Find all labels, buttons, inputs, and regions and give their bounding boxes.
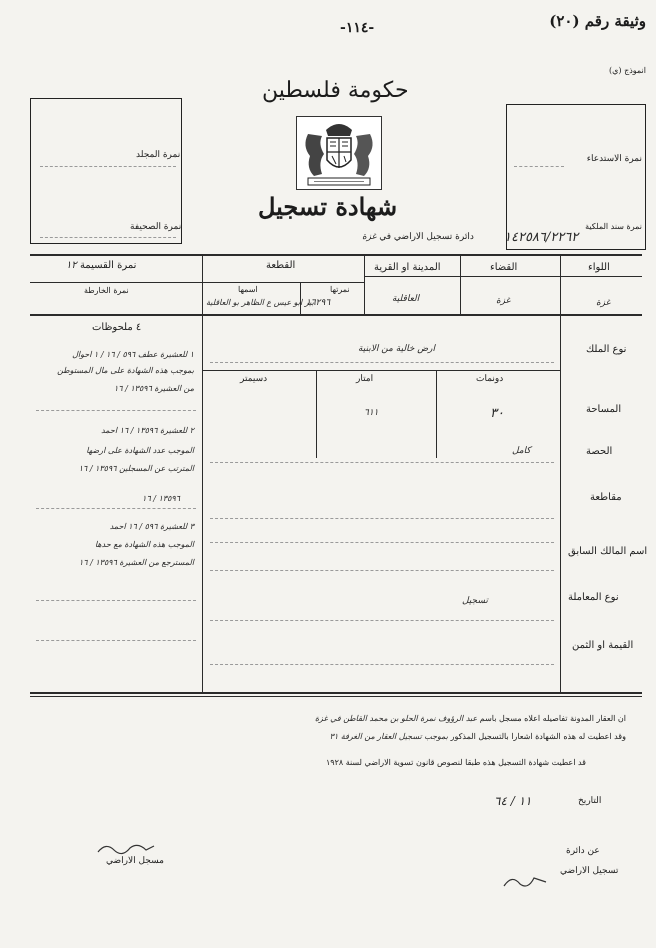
title-deed-value: ١٤٢٥٨٦/٢٢٦٢ xyxy=(504,230,579,245)
note-line: المترتب عن المسجلين ١٣٥٩٦ / ١٦ xyxy=(78,464,194,473)
government-title: حكومة فلسطين xyxy=(262,78,409,103)
parcel-header: القطعة xyxy=(266,260,296,271)
form-code: انموذج (ي) xyxy=(609,66,646,75)
note-line: المسترجع من العشيرة ١٣٥٩٦ / ١٦ xyxy=(79,558,194,567)
left-signature-icon xyxy=(96,838,156,858)
property-type-label: نوع الملك xyxy=(586,344,627,355)
subdistrict-value: غزة xyxy=(496,296,511,306)
parcel-name-header: اسمها xyxy=(238,285,258,294)
registrar-left-label: مسجل الاراضي xyxy=(106,856,164,866)
note-line: ١ للعشيرة عطف ٥٩٦ / ١٦ / ١ احوال xyxy=(72,350,194,359)
district-header: اللواء xyxy=(588,262,610,273)
town-value: العاقلية xyxy=(392,294,420,304)
date-value: ١١ / ٦٤ xyxy=(494,794,532,808)
decimeters-header: دسيمتر xyxy=(240,374,268,384)
footer-line-3: قد اعطيت شهادة التسجيل هذه طبقا لنصوص قانون تسوية الاراضي لسنة ١٩٢٨ xyxy=(325,758,586,767)
certificate-title: شهادة تسجيل xyxy=(258,192,398,221)
registrar-right-line-1: عن دائرة xyxy=(566,846,600,856)
note-line: الموجب عدد الشهادة على ارضها xyxy=(86,446,194,455)
footer-line-1: ان العقار المدونة تفاصيله اعلاه مسجل باسم عبد الرؤوف نمرة الحلو بن محمد القاطن في غزة xyxy=(314,714,626,723)
title-deed-label: نمرة سند الملكية xyxy=(585,222,642,231)
right-signature-icon xyxy=(500,868,550,892)
reference-label: نمرة الاستدعاء xyxy=(586,154,642,164)
department-label: دائرة تسجيل الاراضي في غزة xyxy=(362,232,474,242)
note-line: ١٣٥٩٦ / ١٦ xyxy=(142,494,180,503)
page-label: نمرة الصحيفة xyxy=(130,222,182,232)
registrar-right-line-2: تسجيل الاراضي xyxy=(560,866,619,876)
previous-owner-label: اسم المالك السابق xyxy=(568,546,648,557)
parcel-name-value: بير ابو عيس ع الظاهر بو العاقلية xyxy=(206,298,314,307)
note-line: ٢ للعشيرة ١٣٥٩٦ / ١٦ احمد xyxy=(101,426,194,435)
page-number: -١١٤- xyxy=(340,20,375,36)
boundaries-label: مقاطعة xyxy=(590,492,622,503)
price-label: القيمة او الثمن xyxy=(572,640,634,651)
note-line: بموجب هذه الشهادة على مال المستوطن xyxy=(57,366,194,375)
coat-of-arms-emblem xyxy=(296,116,382,190)
plot-header: نمرة القسيمة ١٢ xyxy=(66,260,137,271)
meters-value: ٦١١ xyxy=(364,408,379,418)
subdistrict-header: القضاء xyxy=(490,262,518,273)
note-line: ٣ للعشيرة ٥٩٦ / ١٦ احمد xyxy=(109,522,194,531)
footer-line-2: وقد اعطيت له هذه الشهادة اشعارا بالتسجيل المذكور بموجب تسجيل العقار من الغرفة ٣١ xyxy=(329,732,626,741)
share-label: الحصة xyxy=(586,446,613,457)
note-line: الموجب هذه الشهادة مع حدها xyxy=(94,540,194,549)
share-value: كامل xyxy=(512,446,531,456)
transaction-label: نوع المعاملة xyxy=(568,592,619,603)
parcel-number-header: نمرتها xyxy=(330,285,350,294)
dunums-value: ٣٠ xyxy=(490,406,504,421)
date-label: التاريخ xyxy=(578,796,602,806)
property-type-value: ارض خالية من الابنية xyxy=(358,344,435,354)
map-header: نمرة الخارطة xyxy=(84,286,129,295)
meters-header: امتار xyxy=(356,374,374,384)
note-line: من العشيرة ١٣٥٩٦ / ١٦ xyxy=(114,384,194,393)
volume-label: نمرة المجلد xyxy=(136,150,181,160)
notes-header: ٤ ملحوظات xyxy=(92,322,142,333)
town-header: المدينة او القرية xyxy=(374,262,441,273)
document-number: وثيقة رقم (٢٠) xyxy=(549,12,646,30)
dunums-header: دونمات xyxy=(476,374,504,384)
district-value: غزة xyxy=(596,298,611,308)
transaction-value: تسجيل xyxy=(462,596,488,606)
area-label: المساحة xyxy=(586,404,622,415)
parcel-number-value: ١٦٢٩٦ xyxy=(306,298,331,308)
